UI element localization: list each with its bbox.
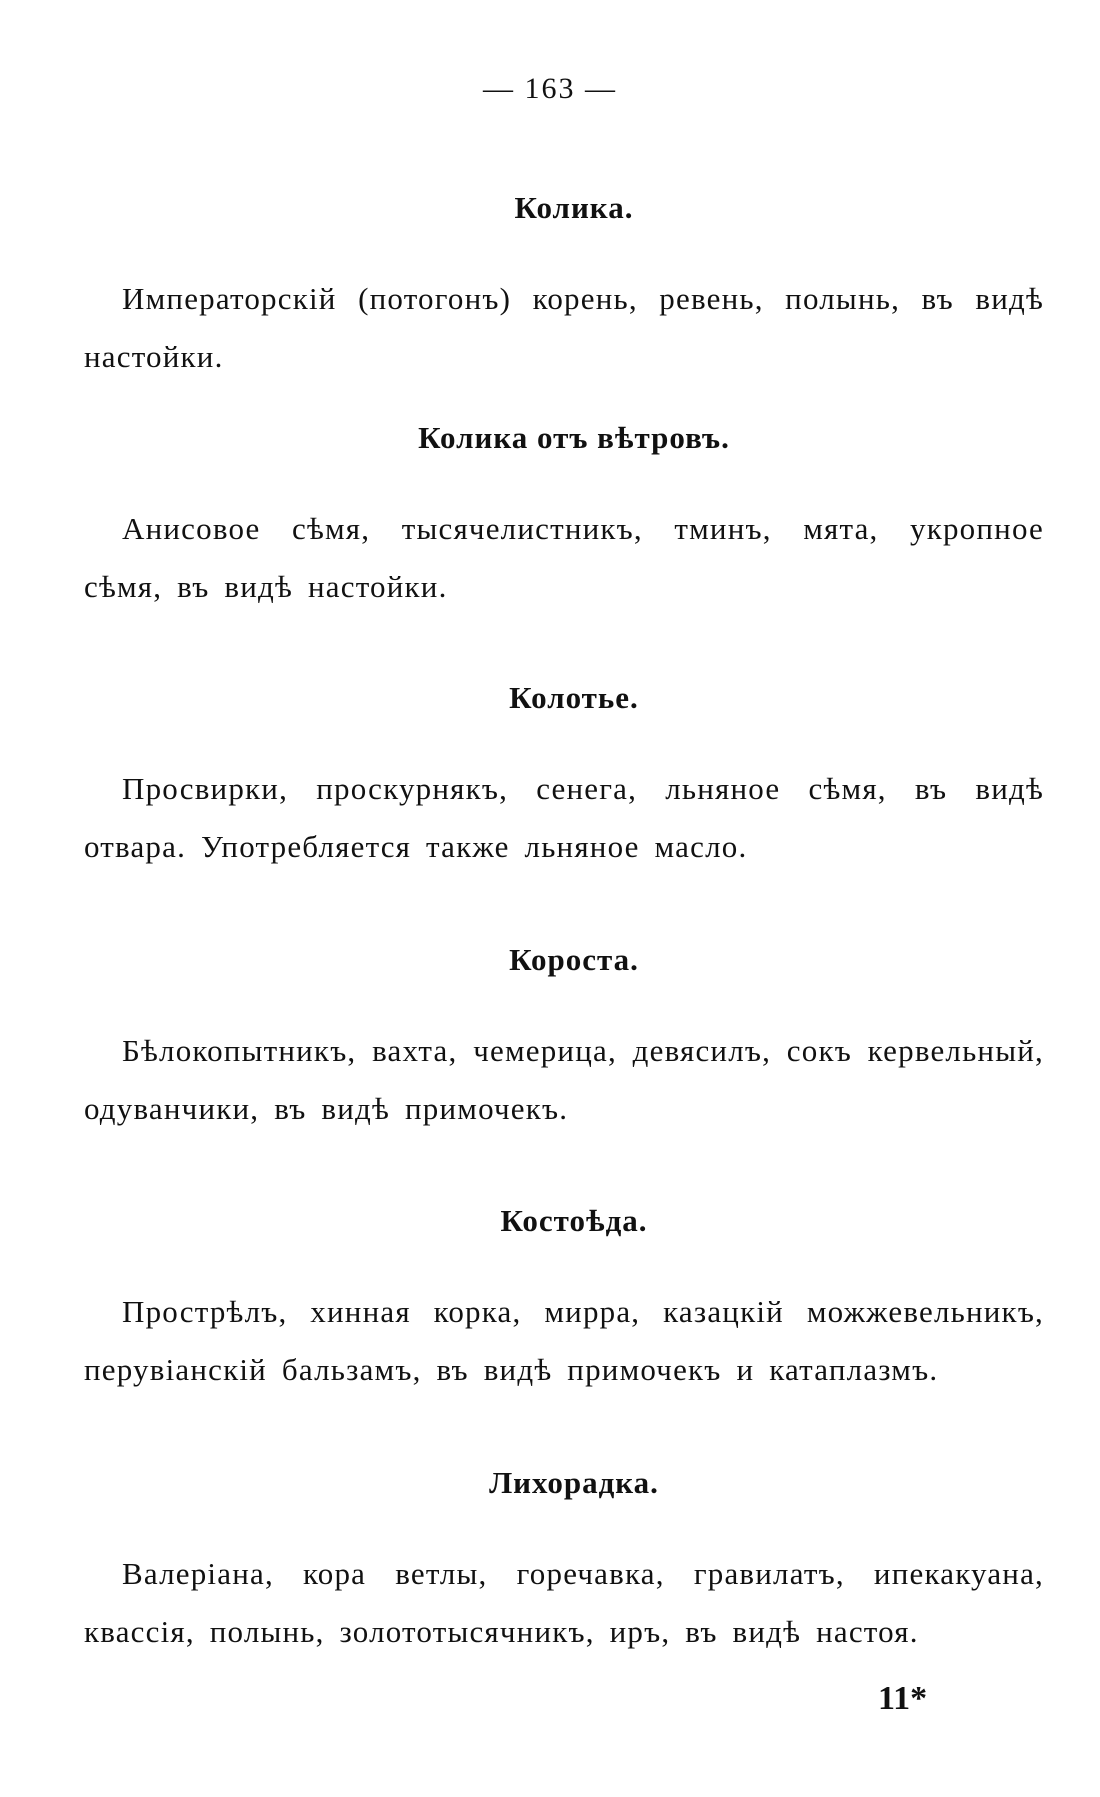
entry-kolotye (84, 680, 1044, 876)
entry-korosta (84, 942, 1044, 1138)
page-number: — 163 — (483, 72, 617, 105)
entry-text: Бѣлокопытникъ, вахта, чемерица, девясилъ, сокъ кервельный, одуванчики, въ видѣ примочекъ. (84, 1033, 1044, 1126)
entry-likhoradka (84, 1465, 1044, 1661)
entry-kostoeda (84, 1203, 1044, 1399)
entry-text: Просвирки, проскурнякъ, сенега, льняное сѣмя, въ видѣ отвара. Употребляется также льняное масло. (84, 771, 1044, 864)
entry-kolika (84, 190, 1044, 386)
entry-text: Анисовое сѣмя, тысячелистникъ, тминъ, мята, укропное сѣмя, въ видѣ настойки. (84, 511, 1044, 604)
entry-text: Прострѣлъ, хинная корка, мирра, казацкій можжевельникъ, перувіанскій бальзамъ, въ видѣ примочекъ и катаплазмъ. (84, 1294, 1044, 1387)
entry-heading: Колика отъ вѣтровъ. (418, 420, 730, 455)
entry-heading: Лихорадка. (489, 1465, 659, 1500)
entry-heading: Короста. (509, 942, 639, 977)
entry-kolika-ot-vetrov (84, 420, 1044, 616)
entry-text: Валеріана, кора ветлы, горечавка, гравилатъ, ипекакуана, квассія, полынь, золототысячникъ, иръ, въ видѣ настоя. (84, 1556, 1044, 1649)
entry-heading: Колика. (514, 190, 634, 225)
entry-text: Императорскій (потогонъ) корень, ревень, полынь, въ видѣ настойки. (84, 281, 1044, 374)
signature-mark: 11* (878, 1680, 928, 1717)
entry-heading: Костоѣда. (500, 1203, 648, 1238)
entry-heading: Колотье. (509, 680, 639, 715)
